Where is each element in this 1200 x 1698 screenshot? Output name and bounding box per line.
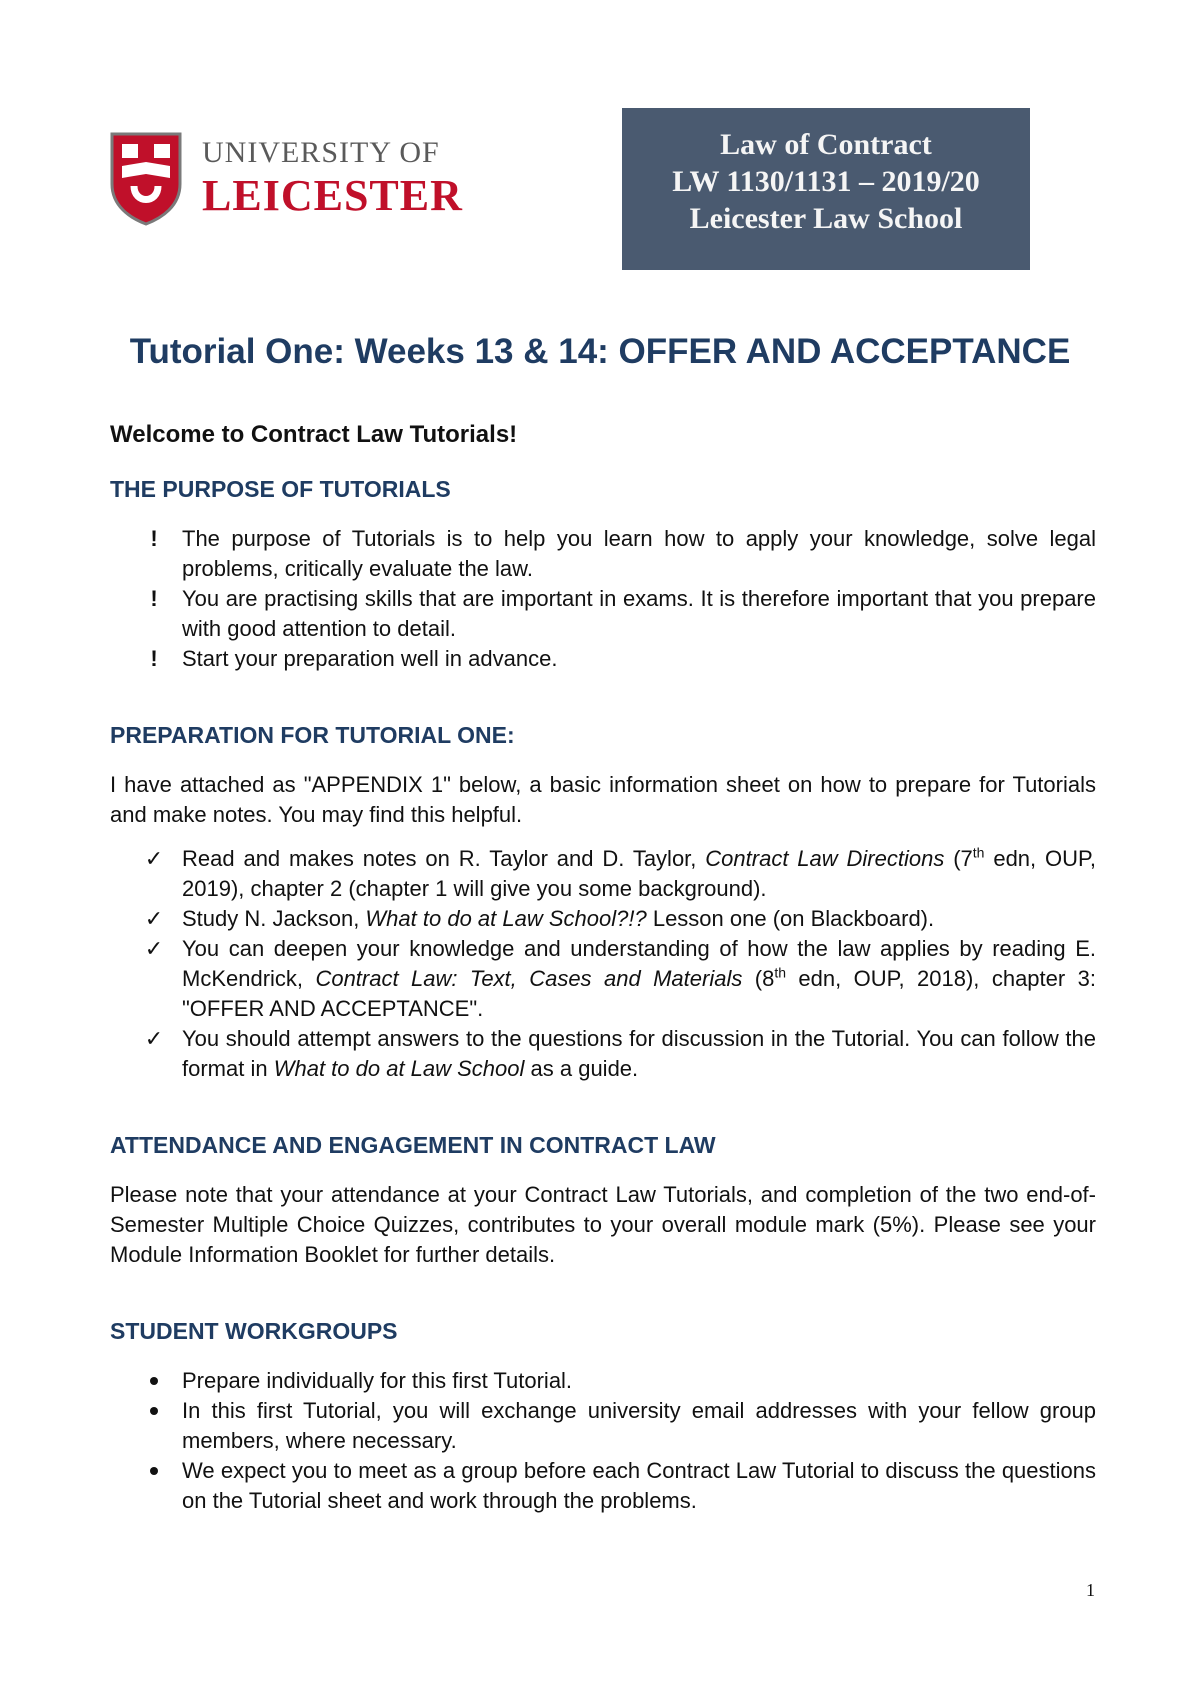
welcome-heading: Welcome to Contract Law Tutorials! — [110, 421, 518, 448]
checkmark-icon: ✓ — [144, 906, 164, 931]
logo-text-university-of: UNIVERSITY OF — [202, 136, 440, 169]
exclamation-icon: ! — [150, 526, 158, 551]
list-item: In this first Tutorial, you will exchange university email addresses with your fellow group members, where necessary. — [110, 1396, 1096, 1456]
course-name: Law of Contract — [720, 128, 932, 161]
preparation-intro: I have attached as "APPENDIX 1" below, a basic information sheet on how to prepare for Tutorials and make notes. You may find this helpful. — [110, 772, 1096, 827]
bullet-icon — [150, 1467, 158, 1475]
university-logo — [108, 130, 468, 226]
workgroups-list — [110, 1366, 1096, 1516]
checkmark-icon: ✓ — [144, 1026, 164, 1051]
workgroups-heading: STUDENT WORKGROUPS — [110, 1318, 398, 1344]
course-info-box — [622, 108, 1030, 270]
list-item: Prepare individually for this first Tutorial. — [110, 1366, 1096, 1396]
university-crest-icon — [108, 130, 184, 226]
list-item: ✓ You can deepen your knowledge and understanding of how the law applies by reading E. McKendrick, Contract Law: Text, Cases and Materials (8th edn, OUP, 2018), chapter 3: "OFFER AND ACCEPTANCE". — [144, 936, 1096, 1021]
list-item: We expect you to meet as a group before each Contract Law Tutorial to discuss the questions on the Tutorial sheet and work through the problems. — [110, 1456, 1096, 1516]
list-item: ✓ Read and makes notes on R. Taylor and D. Taylor, Contract Law Directions (7th edn, OUP, 2019), chapter 2 (chapter 1 will give you some background). — [144, 844, 1096, 901]
list-item: ! You are practising skills that are important in exams. It is therefore important that you prepare with good attention to detail. — [110, 584, 1096, 644]
purpose-heading: THE PURPOSE OF TUTORIALS — [110, 476, 451, 502]
preparation-heading: PREPARATION FOR TUTORIAL ONE: — [110, 722, 515, 748]
exclamation-icon: ! — [150, 646, 158, 671]
school-name: Leicester Law School — [689, 202, 963, 235]
document-body — [110, 420, 1096, 1516]
exclamation-icon: ! — [150, 586, 158, 611]
checkmark-icon: ✓ — [144, 846, 164, 871]
purpose-list — [110, 524, 1096, 674]
bullet-icon — [150, 1407, 158, 1415]
logo-text-leicester: LEICESTER — [202, 171, 463, 220]
page-title: Tutorial One: Weeks 13 & 14: OFFER AND ACCEPTANCE — [129, 332, 1071, 371]
list-item: ✓ You should attempt answers to the questions for discussion in the Tutorial. You can follow the format in What to do at Law School as a guide. — [144, 1026, 1096, 1081]
list-item: ! Start your preparation well in advance. — [110, 644, 1096, 674]
course-code: LW 1130/1131 – 2019/20 — [672, 165, 980, 198]
bullet-icon — [150, 1377, 158, 1385]
list-item: ! The purpose of Tutorials is to help you learn how to apply your knowledge, solve legal problems, critically evaluate the law. — [110, 524, 1096, 584]
preparation-list — [110, 844, 1096, 1084]
list-item: ✓ Study N. Jackson, What to do at Law School?!? Lesson one (on Blackboard). — [110, 904, 1096, 934]
attendance-text: Please note that your attendance at your Contract Law Tutorials, and completion of the two end-of-Semester Multiple Choice Quizzes, contributes to your overall module mark (5%). Please see your Module Information Booklet for further details. — [110, 1182, 1096, 1267]
attendance-heading: ATTENDANCE AND ENGAGEMENT IN CONTRACT LAW — [110, 1132, 716, 1158]
page-number: 1 — [1086, 1580, 1095, 1600]
checkmark-icon: ✓ — [144, 936, 164, 961]
